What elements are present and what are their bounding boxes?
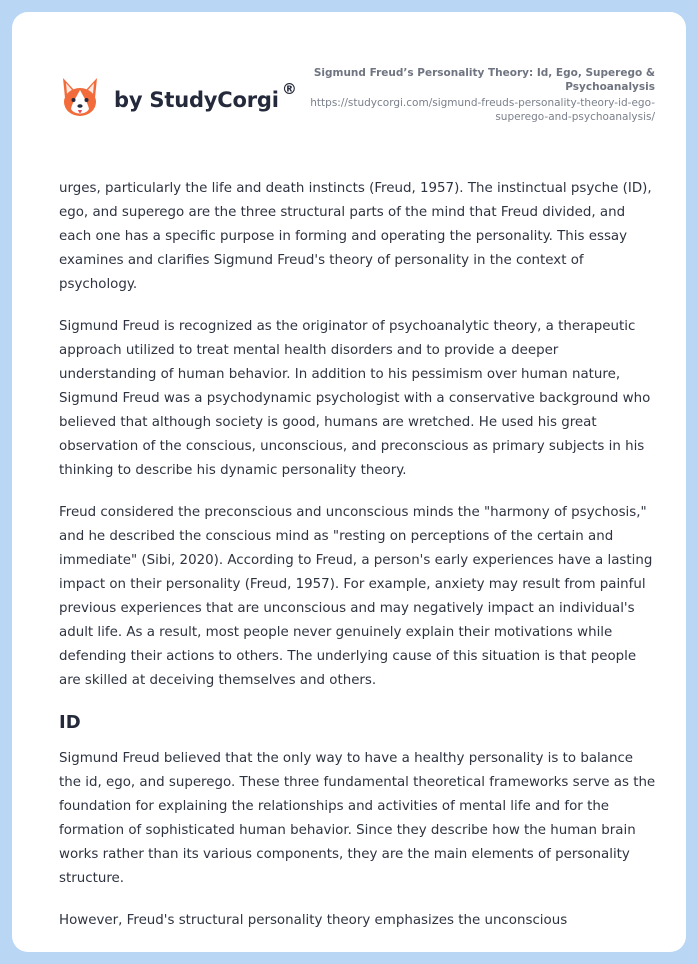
paragraph: Freud considered the preconscious and unconscious minds the "harmony of psychosis," and he described the conscious mind as "resting on perceptions of the certain and immediate" (Sibi, 2020). According to Freud, a person's early experiences have a lasting impact on their personality (Freud, 1957). For example, anxiety may result from painful previous experiences that are unconscious and may negatively impact an individual's adult life. As a result, most people never genuinely explain their motivations while defending their actions to others. The underlying cause of this situation is that people are skilled at deceiving themselves and others.	[59, 505, 653, 688]
paragraph: However, Freud's structural personality theory emphasizes the unconscious	[59, 913, 568, 928]
document-page	[12, 12, 686, 952]
paragraph: urges, particularly the life and death instincts (Freud, 1957). The instinctual psyche (ID), ego, and superego are the three structural parts of the mind that Freud divided, and each one has a specific purpose in forming and operating the personality. This essay examines and clarifies Sigmund Freud's theory of personality in the context of psychology.	[59, 181, 652, 292]
essay-content	[59, 177, 659, 951]
paragraph: Sigmund Freud believed that the only way to have a healthy personality is to balance the id, ego, and superego. These three fundamental theoretical frameworks serve as the foundation for explaining the relationships and activities of mental life and for the formation of sophisticated human behavior. Since they describe how the human brain works rather than its various components, they are the main elements of personality structure.	[59, 751, 656, 886]
document-title: Sigmund Freud’s Personality Theory: Id, Ego, Superego & Psychoanalysis	[313, 67, 655, 93]
studycorgi-logo[interactable]	[60, 76, 297, 120]
document-url[interactable]: https://studycorgi.com/sigmund-freuds-personality-theory-id-ego-superego-and-psychoanalysis/	[310, 97, 655, 123]
section-heading-id: ID	[59, 712, 81, 733]
paragraph: Sigmund Freud is recognized as the originator of psychoanalytic theory, a therapeutic approach utilized to treat mental health disorders and to provide a deeper understanding of human behavior. In addition to his pessimism over human nature, Sigmund Freud was a psychodynamic psychologist with a conservative background who believed that although society is good, humans are wretched. He used his great observation of the conscious, unconscious, and preconscious as primary subjects in his thinking to describe his dynamic personality theory.	[59, 319, 651, 478]
page-header	[12, 12, 686, 152]
document-meta	[305, 66, 655, 124]
registered-mark: ®	[281, 80, 297, 98]
corgi-logo-icon	[60, 76, 100, 120]
brand-name	[114, 80, 297, 112]
brand-text: by StudyCorgi	[114, 88, 279, 112]
